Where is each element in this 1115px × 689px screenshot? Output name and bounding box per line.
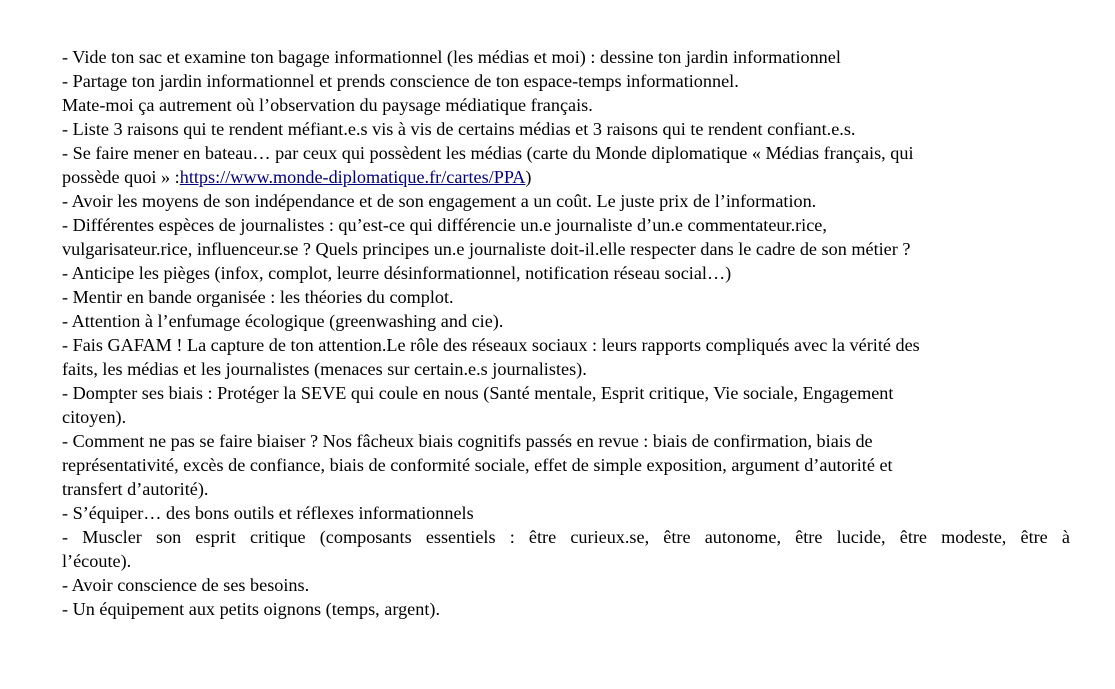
text-line: - Partage ton jardin informationnel et prends conscience de ton espace-temps informationnel. [62, 71, 739, 91]
text-line: représentativité, excès de confiance, biais de conformité sociale, effet de simple exposition, argument d’autorité et [62, 455, 893, 475]
text-line: - Attention à l’enfumage écologique (greenwashing and cie). [62, 311, 504, 331]
text-line: faits, les médias et les journalistes (menaces sur certain.e.s journalistes). [62, 359, 587, 379]
monde-diplomatique-link[interactable]: https://www.monde-diplomatique.fr/cartes/PPA [179, 167, 526, 187]
text-line: - Fais GAFAM ! La capture de ton attention.Le rôle des réseaux sociaux : leurs rapports compliqués avec la vérité des [62, 335, 920, 355]
text-line: - Avoir conscience de ses besoins. [62, 575, 310, 595]
text-line: - Un équipement aux petits oignons (temps, argent). [62, 599, 440, 619]
text-line: - Se faire mener en bateau… par ceux qui possèdent les médias (carte du Monde diplomatique « Médias français, qui [62, 143, 914, 163]
text-line: - Comment ne pas se faire biaiser ? Nos fâcheux biais cognitifs passés en revue : biais de confirmation, biais de [62, 431, 873, 451]
text-line-with-link [62, 165, 1070, 189]
text-line: - Mentir en bande organisée : les théories du complot. [62, 287, 454, 307]
text-line: - Dompter ses biais : Protéger la SEVE qui coule en nous (Santé mentale, Esprit critique, Vie sociale, Engagement [62, 383, 894, 403]
text-line: - Anticipe les pièges (infox, complot, leurre désinformationnel, notification réseau social…) [62, 263, 732, 283]
text-line: Mate-moi ça autrement où l’observation du paysage médiatique français. [62, 95, 593, 115]
text-line: l’écoute). [62, 551, 132, 571]
text-line: - S’équiper… des bons outils et réflexes informationnels [62, 503, 474, 523]
document-body [62, 45, 1070, 621]
text-line: - Liste 3 raisons qui te rendent méfiant.e.s vis à vis de certains médias et 3 raisons qui te rendent confiant.e.s. [62, 119, 856, 139]
text-line: - Muscler son esprit critique (composants essentiels : être curieux.se, être autonome, être lucide, être modeste, être à [62, 527, 1070, 547]
text-segment: possède quoi » : [62, 167, 180, 187]
text-line: - Avoir les moyens de son indépendance et de son engagement a un coût. Le juste prix de l’information. [62, 191, 817, 211]
text-line: transfert d’autorité). [62, 479, 209, 499]
text-line: - Différentes espèces de journalistes : qu’est-ce qui différencie un.e journaliste d’un.e commentateur.rice, [62, 215, 827, 235]
text-line: citoyen). [62, 407, 127, 427]
text-line: vulgarisateur.rice, influenceur.se ? Quels principes un.e journaliste doit-il.elle respecter dans le cadre de son métier ? [62, 239, 911, 259]
text-segment: ) [525, 167, 532, 187]
text-line: - Vide ton sac et examine ton bagage informationnel (les médias et moi) : dessine ton jardin informationnel [62, 47, 841, 67]
